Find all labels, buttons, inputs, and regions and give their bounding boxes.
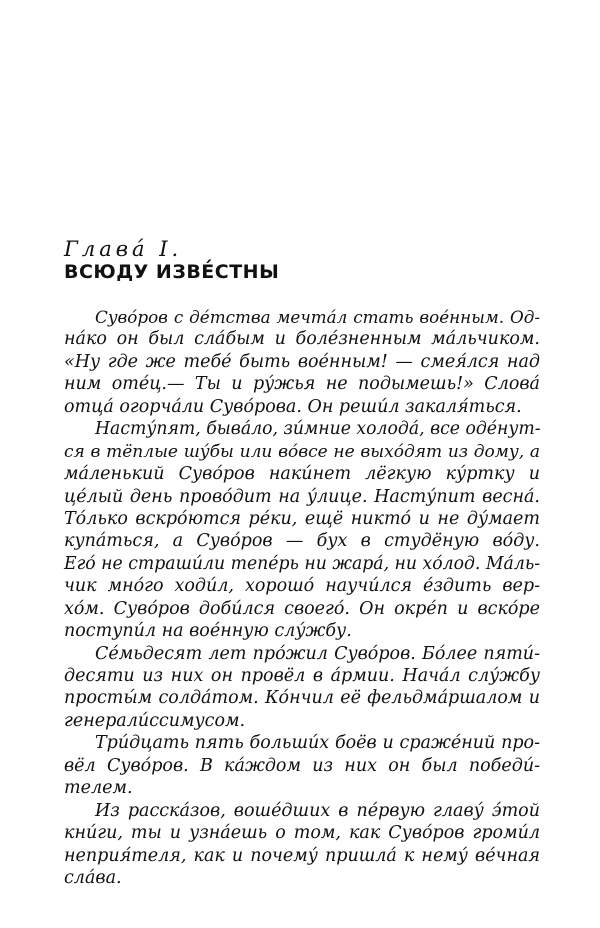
text-line: Из расска́зов, воше́дших в пе́рвую главу́ э́той [95, 800, 540, 821]
text-line: десяти из них он провёл в а́рмии. Нача́л слу́жбу [64, 666, 540, 686]
text-line: Насту́пят, быва́ло, зи́мние холода́, все оде́нут- [95, 419, 541, 440]
chapter-title: ВСЮДУ ИЗВЕ́СТНЫ [64, 261, 280, 283]
text-line: телем. [64, 778, 133, 799]
text-line: вёл Суво́ров. В ка́ждом из них он был победи́- [64, 755, 540, 776]
text-line: Се́мьдесят лет про́жил Суво́ров. Бо́лее пяти́- [95, 643, 540, 664]
body-text [64, 306, 540, 889]
text-line: генерали́ссимусом. [64, 710, 246, 731]
text-line: просты́м солда́том. Ко́нчил её фельдма́ршалом и [64, 688, 540, 709]
text-line: сла́ва. [64, 867, 122, 888]
text-line: отца́ огорча́ли Суво́рова. Он реши́л закаля́ться. [64, 396, 522, 417]
text-line: на́ко он был сла́бым и боле́зненным ма́льчиком. [64, 329, 540, 350]
text-line: Его́ не страши́ли тепе́рь ни жара́, ни хо́лод. Ма́ль- [64, 553, 541, 574]
text-line: чик мно́го ходи́л, хорошо́ научи́лся е́здить вер- [64, 576, 540, 597]
text-line: кни́ги, ты и узна́ешь о том, как Суво́ров громи́л [64, 823, 540, 844]
text-line: «Ну где же тебе́ быть вое́нным! — смея́лся над [64, 351, 540, 372]
text-line: ся в тёплые шу́бы или во́все не выхо́дят из дому, а [64, 441, 540, 462]
chapter-number: Глава́ I. [64, 237, 183, 261]
text-line: Три́дцать пять больши́х боёв и сраже́ний про- [95, 733, 540, 754]
text-line: Суво́ров с де́тства мечта́л стать вое́нным. Од- [95, 307, 540, 327]
text-line: ним оте́ц.— Ты и ру́жья не подымешь!» Слова́ [64, 374, 540, 395]
text-line: То́лько вскро́ются ре́ки, ещё никто́ и не ду́мает [64, 508, 540, 529]
text-line: ма́ленький Суво́ров наки́нет лёгкую ку́ртку и [64, 464, 540, 485]
text-line: поступи́л на вое́нную слу́жбу. [64, 621, 352, 642]
text-line: це́лый день прово́дит на у́лице. Насту́пит весна́. [64, 486, 540, 507]
text-line: хо́м. Суво́ров доби́лся своего́. Он окре́п и вско́ре [64, 598, 540, 619]
text-line: купа́ться, а Суво́ров — бух в студёную во́ду. [64, 531, 540, 552]
text-line: неприя́теля, как и почему́ пришла́ к нему́ ве́чная [64, 845, 540, 866]
